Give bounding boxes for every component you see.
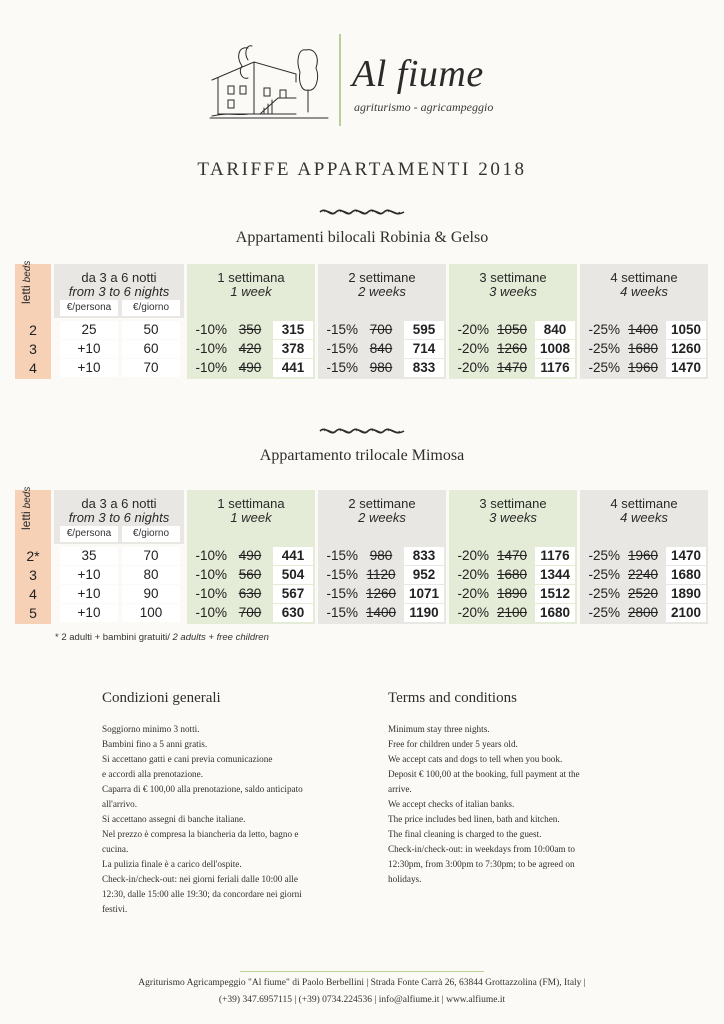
- original-price: 1470: [496, 548, 528, 563]
- discounted-price: 1176: [535, 547, 575, 565]
- condition-line: all'arrivo.: [102, 799, 138, 809]
- week-header-it: 2 settimane: [348, 270, 416, 285]
- original-price: 1680: [627, 341, 659, 356]
- week-header-en: 1 week: [230, 510, 272, 525]
- discount-percent: -10%: [195, 548, 227, 563]
- condition-line: The price includes bed linen, bath and kitchen.: [388, 814, 560, 824]
- original-price: 2800: [627, 605, 659, 620]
- discounted-price: 714: [404, 340, 444, 358]
- price-per-day: 60: [122, 340, 180, 358]
- week-header-it: 1 settimana: [217, 270, 285, 285]
- week-header-en: 4 weeks: [620, 284, 668, 299]
- price-per-person: +10: [60, 340, 118, 358]
- table-row: [15, 340, 708, 358]
- condition-line: Caparra di € 100,00 alla prenotazione, saldo anticipato: [102, 784, 303, 794]
- discount-percent: -10%: [195, 567, 227, 582]
- price-per-person: 25: [60, 321, 118, 339]
- original-price: 1680: [496, 567, 528, 582]
- base-header-en: from 3 to 6 nights: [68, 510, 170, 525]
- beds-label-it: letti: [19, 511, 33, 530]
- condition-line: Check-in/check-out: in weekdays from 10:00am to: [388, 844, 576, 854]
- original-price: 840: [369, 341, 393, 356]
- discount-percent: -20%: [457, 548, 489, 563]
- condition-line: Minimum stay three nights.: [388, 724, 490, 734]
- condition-line: 12:30, dalle 15:00 alle 19:30; da concordare nei giorni: [102, 889, 302, 899]
- price-per-day: 70: [122, 547, 180, 565]
- condition-line: We accept cats and dogs to tell when you book.: [388, 754, 563, 764]
- discounted-price: 952: [404, 566, 444, 584]
- condition-line: cucina.: [102, 844, 129, 854]
- original-price: 420: [238, 341, 262, 356]
- price-per-day: 90: [122, 585, 180, 603]
- base-header-it: da 3 a 6 notti: [81, 270, 157, 285]
- condition-line: e accordi alla prenotazione.: [102, 769, 204, 779]
- price-per-person: +10: [60, 604, 118, 622]
- table-row: [15, 547, 708, 565]
- discount-percent: -10%: [195, 360, 227, 375]
- beds-label-en: beds: [22, 260, 33, 283]
- discounted-price: 1470: [666, 359, 706, 377]
- original-price: 2520: [627, 586, 659, 601]
- beds-count: 2: [29, 322, 37, 338]
- discount-percent: -10%: [195, 341, 227, 356]
- discounted-price: 1050: [666, 321, 706, 339]
- week-header-en: 3 weeks: [489, 284, 537, 299]
- discounted-price: 1680: [535, 604, 575, 622]
- week-header-en: 3 weeks: [489, 510, 537, 525]
- price-per-day: 70: [122, 359, 180, 377]
- discounted-price: 1260: [666, 340, 706, 358]
- conditions-en-title: Terms and conditions: [388, 690, 517, 706]
- ornament-icon: [318, 205, 406, 219]
- condition-line: festivi.: [102, 904, 128, 914]
- discounted-price: 630: [273, 604, 313, 622]
- discounted-price: 441: [273, 359, 313, 377]
- price-table: [15, 260, 708, 379]
- condition-line: La pulizia finale è a carico dell'ospite.: [102, 859, 242, 869]
- week-header-it: 4 settimane: [610, 496, 678, 511]
- discounted-price: 833: [404, 547, 444, 565]
- conditions-it-body: [102, 722, 352, 917]
- condition-line: Check-in/check-out: nei giorni feriali dalle 10:00 alle: [102, 874, 298, 884]
- discount-percent: -25%: [588, 322, 620, 337]
- discount-percent: -20%: [457, 605, 489, 620]
- discount-percent: -15%: [326, 586, 358, 601]
- condition-line: We accept checks of italian banks.: [388, 799, 515, 809]
- beds-header: [19, 261, 33, 304]
- original-price: 700: [369, 322, 393, 337]
- beds-label-it: letti: [19, 285, 33, 304]
- original-price: 1120: [366, 567, 396, 582]
- week-header-it: 3 settimane: [479, 270, 547, 285]
- discount-percent: -10%: [195, 586, 227, 601]
- price-per-person: +10: [60, 359, 118, 377]
- discounted-price: 441: [273, 547, 313, 565]
- price-per-day: 100: [122, 604, 180, 622]
- original-price: 1960: [627, 360, 659, 375]
- condition-line: Soggiorno minimo 3 notti.: [102, 724, 200, 734]
- footer-address: Agriturismo Agricampeggio "Al fiume" di Paolo Berbellini | Strada Fonte Carrà 26, 63844 Grottazzolina (FM), Italy |: [138, 978, 586, 988]
- discount-percent: -25%: [588, 586, 620, 601]
- condition-line: holidays.: [388, 874, 422, 884]
- conditions-it-title: Condizioni generali: [102, 690, 221, 706]
- discount-percent: -25%: [588, 567, 620, 582]
- brand-name: Al fiume: [352, 53, 484, 95]
- condition-line: Deposit € 100,00 at the booking, full payment at the: [388, 769, 580, 779]
- discount-percent: -25%: [588, 605, 620, 620]
- original-price: 700: [238, 605, 262, 620]
- original-price: 1050: [496, 322, 528, 337]
- condition-line: arrive.: [388, 784, 412, 794]
- price-per-person: 35: [60, 547, 118, 565]
- original-price: 560: [238, 567, 262, 582]
- discounted-price: 2100: [666, 604, 706, 622]
- footer-divider: [240, 971, 484, 972]
- discounted-price: 1680: [666, 566, 706, 584]
- week-header-en: 4 weeks: [620, 510, 668, 525]
- discounted-price: 595: [404, 321, 444, 339]
- condition-line: Si accettano assegni di banche italiane.: [102, 814, 246, 824]
- discounted-price: 833: [404, 359, 444, 377]
- discounted-price: 504: [273, 566, 313, 584]
- section-title: Appartamenti bilocali Robinia & Gelso: [235, 229, 489, 246]
- condition-line: Si accettano gatti e cani previa comunicazione: [102, 754, 273, 764]
- discounted-price: 1890: [666, 585, 706, 603]
- discounted-price: 1008: [535, 340, 575, 358]
- table-row: [15, 359, 708, 377]
- table-row: [15, 321, 708, 339]
- discount-percent: -15%: [326, 605, 358, 620]
- discount-percent: -10%: [195, 322, 227, 337]
- original-price: 2240: [627, 567, 659, 582]
- beds-count: 3: [29, 341, 37, 357]
- discount-percent: -15%: [326, 341, 358, 356]
- per-person-header: €/persona: [60, 300, 118, 316]
- beds-label-en: beds: [22, 486, 33, 509]
- discount-percent: -15%: [326, 322, 358, 337]
- original-price: 1260: [496, 341, 528, 356]
- original-price: 1470: [496, 360, 528, 375]
- discount-percent: -25%: [588, 360, 620, 375]
- condition-line: Nel prezzo è compresa la biancheria da letto, bagno e: [102, 829, 299, 839]
- base-rate-header: [54, 264, 184, 318]
- condition-line: 12:30pm, from 3:00pm to 7:30pm; to be agreed on: [388, 859, 575, 869]
- original-price: 490: [238, 360, 262, 375]
- beds-count: 5: [29, 605, 37, 621]
- price-per-person: +10: [60, 585, 118, 603]
- discount-percent: -20%: [457, 360, 489, 375]
- per-day-header: €/giorno: [122, 526, 180, 542]
- week-header-en: 2 weeks: [358, 510, 406, 525]
- base-header-en: from 3 to 6 nights: [68, 284, 170, 299]
- original-price: 980: [369, 360, 393, 375]
- price-table: [15, 486, 708, 626]
- discounted-price: 1344: [535, 566, 575, 584]
- discounted-price: 567: [273, 585, 313, 603]
- week-header-en: 2 weeks: [358, 284, 406, 299]
- price-per-day: 50: [122, 321, 180, 339]
- footnote-en: 2 adults + free children: [169, 632, 269, 643]
- beds-count: 2*: [26, 548, 40, 564]
- discount-percent: -20%: [457, 341, 489, 356]
- conditions-en-body: [388, 722, 638, 887]
- logo-divider: [339, 34, 341, 126]
- base-header-it: da 3 a 6 notti: [81, 496, 157, 511]
- discount-percent: -15%: [326, 548, 358, 563]
- discounted-price: 1176: [535, 359, 575, 377]
- original-price: 630: [238, 586, 262, 601]
- table-row: [15, 585, 708, 603]
- discounted-price: 840: [535, 321, 575, 339]
- footnote: [55, 632, 269, 643]
- footer-contacts: (+39) 347.6957115 | (+39) 0734.224536 | info@alfiume.it | www.alfiume.it: [218, 995, 506, 1005]
- discount-percent: -20%: [457, 586, 489, 601]
- beds-header: [19, 487, 33, 530]
- discounted-price: 315: [273, 321, 313, 339]
- ornament-icon: [318, 424, 406, 438]
- discount-percent: -25%: [588, 548, 620, 563]
- farmhouse-logo-icon: [208, 38, 334, 122]
- discount-percent: -20%: [457, 567, 489, 582]
- condition-line: The final cleaning is charged to the guest.: [388, 829, 542, 839]
- beds-count: 3: [29, 567, 37, 583]
- original-price: 1890: [496, 586, 528, 601]
- week-header-it: 3 settimane: [479, 496, 547, 511]
- week-header-it: 1 settimana: [217, 496, 285, 511]
- condition-line: Free for children under 5 years old.: [388, 739, 518, 749]
- base-rate-header: [54, 490, 184, 544]
- week-header-it: 4 settimane: [610, 270, 678, 285]
- discounted-price: 1470: [666, 547, 706, 565]
- per-person-header: €/persona: [60, 526, 118, 542]
- original-price: 1960: [627, 548, 659, 563]
- condition-line: Bambini fino a 5 anni gratis.: [102, 739, 208, 749]
- discounted-price: 1190: [404, 604, 444, 622]
- discount-percent: -15%: [326, 567, 358, 582]
- discounted-price: 378: [273, 340, 313, 358]
- discounted-price: 1512: [535, 585, 575, 603]
- original-price: 2100: [496, 605, 528, 620]
- discount-percent: -15%: [326, 360, 358, 375]
- week-header-it: 2 settimane: [348, 496, 416, 511]
- original-price: 1260: [365, 586, 397, 601]
- table-row: [15, 566, 708, 584]
- price-per-day: 80: [122, 566, 180, 584]
- original-price: 1400: [365, 605, 397, 620]
- discounted-price: 1071: [404, 585, 444, 603]
- section-title: Appartamento trilocale Mimosa: [259, 447, 465, 464]
- price-per-person: +10: [60, 566, 118, 584]
- discount-percent: -20%: [457, 322, 489, 337]
- discount-percent: -25%: [588, 341, 620, 356]
- table-row: [15, 604, 708, 622]
- week-header-en: 1 week: [230, 284, 272, 299]
- page-title: TARIFFE APPARTAMENTI 2018: [197, 159, 527, 180]
- footnote-it: * 2 adulti + bambini gratuiti/: [55, 632, 170, 643]
- brand-tagline: agriturismo - agricampeggio: [354, 100, 494, 114]
- beds-count: 4: [29, 360, 37, 376]
- per-day-header: €/giorno: [122, 300, 180, 316]
- original-price: 490: [238, 548, 262, 563]
- beds-count: 4: [29, 586, 37, 602]
- original-price: 1400: [627, 322, 659, 337]
- discount-percent: -10%: [195, 605, 227, 620]
- original-price: 980: [369, 548, 393, 563]
- original-price: 350: [238, 322, 262, 337]
